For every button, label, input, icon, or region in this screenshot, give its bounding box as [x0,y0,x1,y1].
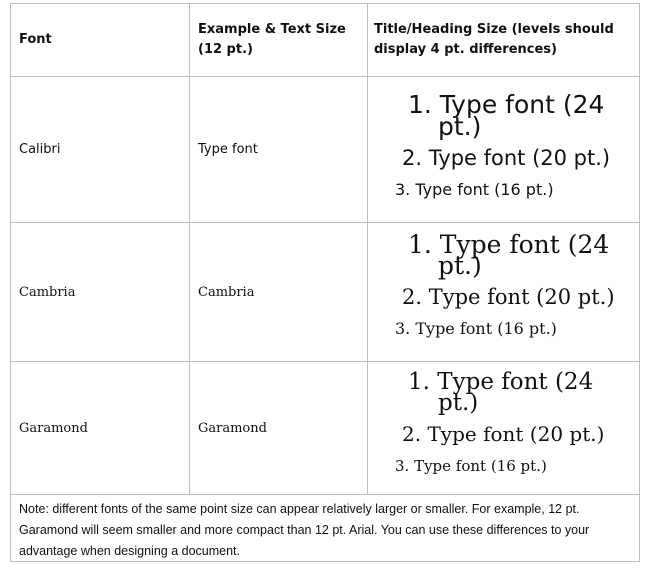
table-row-cambria [11,223,639,362]
heading-24pt-line2: pt.) [438,251,482,280]
header-title-size: Title/Heading Size (levels should display 4 pt. differences) [374,22,614,57]
example-garamond: Garamond [190,362,368,494]
heading-sizes-cambria [368,223,639,361]
font-name-cambria: Cambria [11,223,190,361]
example-cambria: Cambria [190,223,368,361]
example-calibri: Type font [190,77,368,222]
heading-stack-cambria [374,223,639,361]
font-name-calibri: Calibri [11,77,190,222]
heading-16pt: 3. Type font (16 pt.) [395,319,557,338]
heading-24pt-line1: 1. Type font (24 [408,230,610,259]
header-font: Font [11,4,190,76]
table-row-garamond [11,362,639,495]
heading-sizes-garamond [368,362,639,494]
heading-20pt: 2. Type font (20 pt.) [402,285,615,309]
heading-stack-calibri [374,77,639,222]
heading-stack-garamond [374,362,639,494]
heading-24pt-line2: pt.) [438,390,479,416]
heading-16pt: 3. Type font (16 pt.) [395,457,547,475]
heading-24pt-line1: 1. Type font (24 [408,369,594,395]
heading-20pt: 2. Type font (20 pt.) [402,146,611,170]
table-row-calibri [11,77,639,223]
heading-16pt: 3. Type font (16 pt.) [395,180,554,199]
heading-24pt-line1: 1. Type font (24 [408,90,605,119]
heading-20pt: 2. Type font (20 pt.) [402,422,605,446]
note-row [11,495,639,561]
heading-24pt-line2: pt.) [438,112,482,141]
table-header-row [11,4,639,77]
font-name-garamond: Garamond [11,362,190,494]
font-size-table [10,3,640,562]
note-text: Note: different fonts of the same point size can appear relatively larger or smaller. For example, 12 pt. Garamond will seem smaller and more compact than 12 pt. Arial. You can use these differences to your advantage when designing a document. [19,502,590,558]
header-example: Example & Text Size (12 pt.) [190,4,368,76]
heading-sizes-calibri [368,77,639,222]
